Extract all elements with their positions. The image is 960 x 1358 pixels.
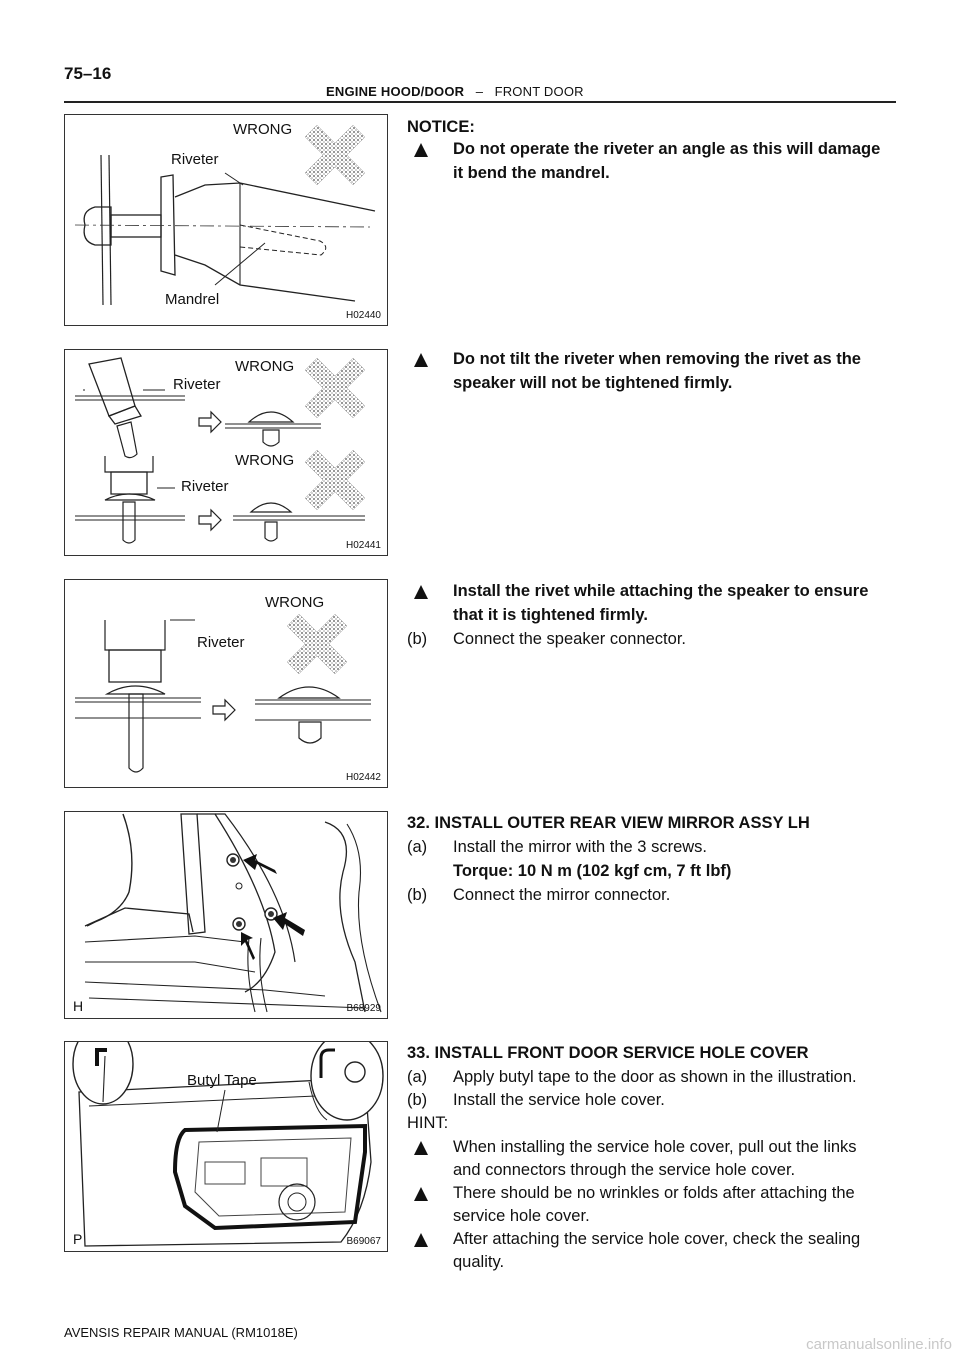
figure-riveter-angle	[64, 114, 388, 326]
hint-item-3-line-2: quality.	[453, 1253, 505, 1271]
section-title	[326, 84, 584, 99]
figure-code: B69067	[346, 1236, 381, 1247]
section-title-dash: –	[475, 84, 484, 99]
step-text: Install the service hole cover.	[453, 1091, 665, 1109]
notice-bullet-icon	[414, 353, 428, 367]
footer-manual-title: AVENSIS REPAIR MANUAL (RM1018E)	[64, 1325, 298, 1340]
notice-item-2-line-2: speaker will not be tightened firmly.	[453, 374, 733, 392]
step-32-heading: 32. INSTALL OUTER REAR VIEW MIRROR ASSY LH	[407, 814, 810, 832]
figure-rivet-speaker	[64, 579, 388, 788]
label-wrong: WRONG	[233, 121, 293, 138]
notice-item-3-line-1: Install the rivet while attaching the speaker to ensure	[453, 582, 869, 600]
step-text: Connect the speaker connector.	[453, 630, 686, 648]
notice-item-3-line-2: that it is tightened firmly.	[453, 606, 648, 624]
label-wrong: WRONG	[265, 594, 325, 611]
notice-item-2-line-1: Do not tilt the riveter when removing the rivet as the	[453, 350, 861, 368]
step-text: Install the mirror with the 3 screws.	[453, 838, 707, 856]
section-title-bold: ENGINE HOOD/DOOR	[326, 84, 465, 99]
step-marker: (a)	[407, 1068, 428, 1086]
notice-title: NOTICE:	[407, 118, 475, 136]
rivet-speaker-illustration	[65, 580, 388, 788]
label-riveter: Riveter	[171, 151, 219, 168]
step-marker: (b)	[407, 886, 428, 904]
hint-item-2-line-2: service hole cover.	[453, 1207, 590, 1225]
step-marker: (a)	[407, 838, 428, 856]
label-wrong-top: WRONG	[235, 358, 295, 375]
notice-item-1-line-2: it bend the mandrel.	[453, 164, 610, 182]
hint-title: HINT:	[407, 1114, 449, 1132]
label-riveter: Riveter	[197, 634, 245, 651]
figure-service-hole-cover	[64, 1041, 388, 1252]
step-text: Apply butyl tape to the door as shown in the illustration.	[453, 1068, 857, 1086]
riveter-tilt-illustration	[65, 350, 388, 556]
hint-bullet-icon	[414, 1233, 428, 1247]
label-wrong-bottom: WRONG	[235, 452, 295, 469]
step-marker: (b)	[407, 1091, 428, 1109]
hint-item-1-line-2: and connectors through the service hole cover.	[453, 1161, 796, 1179]
label-mandrel: Mandrel	[165, 291, 220, 308]
figure-code: B68929	[346, 1003, 381, 1014]
figure-corner-mark: H	[73, 998, 84, 1014]
figure-corner-mark: P	[73, 1231, 83, 1247]
step-33-heading: 33. INSTALL FRONT DOOR SERVICE HOLE COVER	[407, 1044, 809, 1062]
step-marker: (b)	[407, 630, 428, 648]
page-number: 75–16	[64, 64, 112, 83]
hint-bullet-icon	[414, 1141, 428, 1155]
header-rule	[64, 101, 896, 103]
torque-spec: Torque: 10 N m (102 kgf cm, 7 ft lbf)	[453, 862, 732, 880]
mirror-installation-illustration	[65, 812, 388, 1019]
figure-code: H02441	[345, 540, 381, 551]
notice-item-1-line-1: Do not operate the riveter an angle as this will damage	[453, 140, 881, 158]
notice-bullet-icon	[414, 143, 428, 157]
figure-riveter-tilt	[64, 349, 388, 556]
label-riveter-top: Riveter	[173, 376, 221, 393]
notice-bullet-icon	[414, 585, 428, 599]
section-title-rest: FRONT DOOR	[494, 84, 584, 99]
hint-bullet-icon	[414, 1187, 428, 1201]
figure-code: H02440	[345, 310, 381, 321]
hint-item-3-line-1: After attaching the service hole cover, check the sealing	[453, 1230, 861, 1248]
label-butyl-tape: Butyl Tape	[187, 1072, 257, 1089]
watermark: carmanualsonline.info	[806, 1336, 952, 1353]
hint-item-2-line-1: There should be no wrinkles or folds after attaching the	[453, 1184, 855, 1202]
label-riveter-bottom: Riveter	[181, 478, 229, 495]
step-text: Connect the mirror connector.	[453, 886, 671, 904]
figure-code: H02442	[345, 772, 381, 783]
figure-mirror	[64, 811, 388, 1019]
hint-item-1-line-1: When installing the service hole cover, pull out the links	[453, 1138, 857, 1156]
riveter-angle-illustration	[65, 115, 388, 326]
